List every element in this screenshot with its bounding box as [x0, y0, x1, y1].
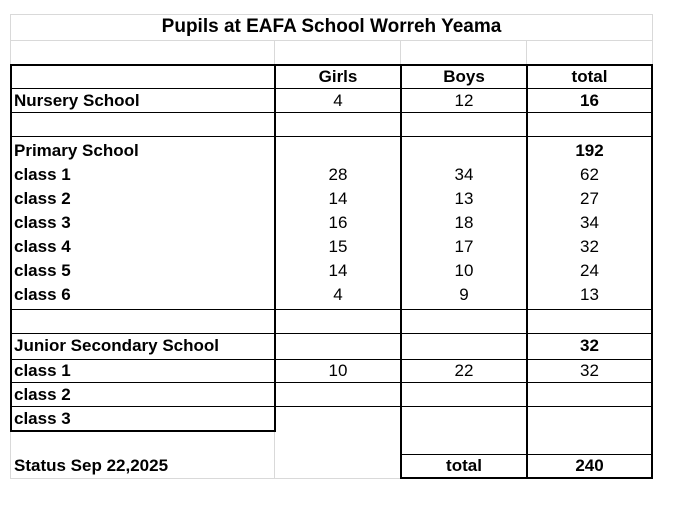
nursery-girls: 4	[333, 91, 343, 110]
junior-label: Junior Secondary School	[14, 336, 219, 355]
header-total: total	[571, 67, 608, 86]
nursery-label: Nursery School	[14, 91, 140, 110]
class-label: class 5	[14, 261, 71, 280]
class-total	[528, 383, 651, 407]
class-label: class 3	[14, 409, 71, 428]
gridline	[274, 40, 275, 64]
table-border	[651, 64, 653, 479]
header-girls: Girls	[318, 67, 358, 86]
class-girls	[276, 383, 400, 407]
class-label: class 2	[14, 189, 71, 208]
class-label: class 2	[14, 385, 71, 404]
class-boys: 13	[454, 189, 474, 208]
class-girls: 16	[328, 213, 348, 232]
gridline	[10, 40, 653, 41]
class-label: class 3	[14, 213, 71, 232]
class-total: 32	[580, 237, 599, 256]
header-boys: Boys	[443, 67, 485, 86]
nursery-total: 16	[580, 91, 599, 110]
class-label: class 6	[14, 285, 71, 304]
junior-total: 32	[580, 336, 599, 355]
class-boys: 34	[454, 165, 474, 184]
class-boys: 9	[459, 285, 469, 304]
gridline	[274, 431, 275, 479]
class-label: class 1	[14, 165, 71, 184]
class-total	[528, 407, 651, 431]
class-girls: 10	[328, 361, 348, 380]
class-boys: 22	[454, 361, 474, 380]
nursery-boys: 12	[454, 91, 474, 110]
class-boys	[402, 383, 526, 407]
class-boys: 18	[454, 213, 474, 232]
status-label: Status Sep 22,2025	[14, 456, 169, 475]
class-label: class 4	[14, 237, 71, 256]
table-border	[10, 64, 12, 432]
gridline	[526, 40, 527, 64]
class-girls: 14	[328, 261, 348, 280]
gridline	[400, 40, 401, 64]
row-border	[10, 136, 653, 137]
class-boys: 17	[454, 237, 474, 256]
class-girls: 14	[328, 189, 348, 208]
class-girls: 4	[333, 285, 343, 304]
sheet-title: Pupils at EAFA School Worreh Yeama	[161, 16, 502, 37]
class-total: 24	[580, 261, 599, 280]
row-border	[10, 309, 653, 310]
primary-label: Primary School	[14, 141, 139, 160]
class-boys: 10	[454, 261, 474, 280]
class-total: 32	[580, 361, 599, 380]
class-girls: 28	[328, 165, 348, 184]
class-girls	[276, 407, 400, 431]
class-boys	[402, 407, 526, 431]
class-total: 13	[580, 285, 599, 304]
primary-total: 192	[575, 141, 604, 160]
grand-total-label: total	[446, 456, 482, 475]
class-total: 34	[580, 213, 599, 232]
class-label: class 1	[14, 361, 71, 380]
grand-total-value: 240	[575, 456, 604, 475]
class-total: 27	[580, 189, 599, 208]
class-girls: 15	[328, 237, 348, 256]
class-total: 62	[580, 165, 599, 184]
